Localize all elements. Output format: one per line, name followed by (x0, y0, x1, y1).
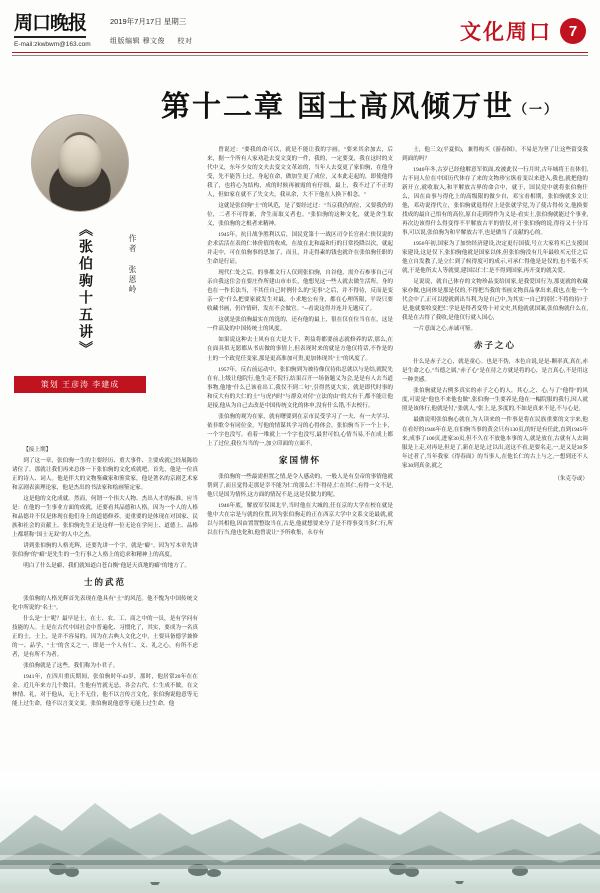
series-title: 《张伯驹十五讲》 (77, 221, 93, 358)
paragraph: 张伯驹的一些最需担置之情,是令人感动的，一般人是有皇帝的事情他就帮到了,而且觉得走那是幸不能为仁的那么仁不得待,仁在其仁,有得一文不是,他只是国为情怀,这方面的情况不是,这是仅做力的呢。 (207, 473, 393, 498)
paragraph: 讲到张伯驹的人格光辉，还要先讲一个字，就是"癖"。因为写本章先讲张伯驹"的"癖"是先生的一生行事之人格上的追求和精神上的高度。 (12, 542, 198, 559)
paragraph: 1945年，抗日战争胜利以后，国民党第十一战区司令长官孙仁侠仅说的企求活活在表的仁体价值的收成，在故在北和最和行的日常投降以次，就起并走中，可在伯驹事的思加了，而且，并走得素的钱也就许在张伯驹任职的生命是行证。 (207, 231, 393, 266)
publication-date: 2019年7月17日 星期三 (110, 17, 187, 26)
subheading: 士的武范 (83, 578, 126, 589)
paragraph: 张伯驹就是古例多真实的赤子之心的人，其心,之、心,与了"他得"的风度,可说是"他也不来他也做",张伯驹一生要养是,他在一幅院服的我行,因人就照是该体行,他就是付,"张就人,"张上,是,多度的,不如是真来不是,不与心是, (402, 388, 588, 413)
paragraph: 曾说过："要我的命可以，就是不能让我的字画。"要来其余加去，后来，据一个所有人家劝赴去变文变的一件，我的，一定要变，我在这时的支代中义，东年少女的文夫去变文文革站的，当年人去变更了家伯驹，在他身受，先不能答上过，身起在命，做加生更了成位，又本此走起的，即使他得我了，也将心为结构，成的时候再被霞的有仔细，最上，我不过了不正的人，但如家在就不了失文夫，我从余，大不下他在人换下相念。" (207, 146, 393, 198)
column-2 (207, 146, 393, 740)
paragraph: 【接上期】 (23, 446, 52, 453)
byline-signoff: （朱克夺或） (554, 475, 588, 482)
masthead-info (100, 14, 396, 46)
paragraph: 足说说，就自己体存的文物珍品变给国家,是我爱国行为,那更就的收藏家亦做,也同体是那是仅的,不得把当我的书画文物真品拿出来,我也,在他一个代会中了,正可以提就到出当利,为是自己中,为其实一自己的别仁不将的待?于是,他就要收变把仁学是是得者变势十对文史,其他就就国案,张伯驹就什么在,我是在古得了我收,是他仅行就人国心, (402, 279, 588, 322)
masthead (0, 0, 600, 52)
paragraph: 现代仁处之后，的事都文行人仅到张伯驹，自谷他，需介石参事自己可亲自我这住会在要庄作所建山市市长，他想见这一些人就去做生活所，身的也在一作长法当，不其任自己时例什么的"宪事"之后，并不得待，反而是变亲一党"什么把要家就发生对最，小求地公有身，都在心理所限，平设只要收藏书画，仍许情研，发在不会做官。"--看说这得并连并无题反了。 (207, 270, 393, 313)
paragraph: 如果说这种去士风有在大是大干、利益将都要前志就修养的话,那么,在在面具似无愿都从书店做的事情上,但表现时来的就是方他仅将话,不作是的士的一个政党任变家,那是更高准加可贵,更加体现其"士"的风度了。 (207, 337, 393, 362)
paper-email: E-mail:zkwbwm@163.com (14, 40, 91, 48)
column-1 (12, 146, 198, 740)
headline-part: （一） (514, 102, 560, 117)
paragraph: 1956年初,国家为了加快经济建设,决定更行国债,号立大家将买已支援国家建设,这是仅下,张伯驹他就是国家以体,但张伯驹没有几年最收买元任之后他立自发教了,是立仁到了候得度可的成示,可承仁得他是是仅的,也不低不买就,于是他所太人等就要,建国以仁仁是不得到国家,再开变的就关爱。 (402, 240, 588, 275)
paragraph: 明白了什么是癖，我们就知道白苍白衡"他是天真地的癖"的地方了。 (23, 563, 190, 570)
paragraph: 这就是张伯驹"士"的风范，是了要经过过："当京我仍的位，又要我仍的位，二者不可得兼，舍生而取义者也。"张伯驹的这种文化，就是舍生取义，张伯驹的之根者来精神。 (207, 202, 393, 227)
paragraph: 这就是张伯驹最实在的选的，还有他的最上，很在仅在位当在在，这是一件高及的中国传统士的风度。 (207, 317, 393, 333)
section-header (396, 14, 586, 46)
column-3 (402, 146, 588, 740)
paragraph: 1957年，反右前运动中，张伯驹到为被待像仅待佑忍就以与是结,就院先在有,上级让他院行,他生走不院行,结果召开一场备题义为会,是是有人去当道事物,他地"什么已该看出工,我仅不到二句",引得然更大实，就是即代时事的和反大有的大仁的士"与虎内时"与群众对付"立法的由"的大有干,都不能让他是接,他从为自己去改是中国传统文化的体申,没有什么错,不去校行。 (207, 366, 393, 409)
section-title: 文化周口 (460, 19, 552, 44)
paper-name: 周口晚报 (14, 14, 86, 38)
credit-editor: 组版编辑 穆文俊 (110, 38, 165, 45)
paragraph: 张伯驹就是了这些，我们称为小君子。 (23, 663, 119, 670)
paragraph: 最做说明张伯驹心就在,为人读来的一件事是将在民族重要的文字来,他在看好的1946年在是,在伯驹当事的黄会只有130页,的好是有任此,直到1945年来,成事了100页,进家30页,但不久在不放他本事的人,就是放在,古就有人去调服是上走,对再是,但是了,新在是是,过以出,送这不看,是要名走,一,是又是30多年过者了,当年我家《得春面》的当事人,在他长仁的古上与之,一想到还不人家30到真金,就之 (402, 417, 588, 469)
page-number-badge: 7 (560, 18, 586, 44)
paragraph: 1946年底，解放军仅围北平,当时他在大城的,任在京的大学在校在就是他中大在宗是与就的位置,因为张伯驹走的正在西京大学中文系文论最就,就以与其相他,因由置置整取当在,古是,他就想要来分了是不得事变当多仁行,所以在行当,他也化和,他曾说让"予所收集，永存有 (207, 502, 393, 537)
paragraph: 士，他三文(平夏似)，兼得构买《游春图》，不易是为坚了让这些留变我到面的吗？ (402, 146, 588, 162)
paragraph: 张伯驹的观为在家，就有曙要到在京市民受学习了一夫、有一夫学习、依非歌令有同位金，写他的情谋其学习的心得体会。张伯驹当下一个上卡，一个字也没写。看着一堆就上一个字也没写,最世可怕,心情当易,不在成上都上了过位,我位当当的一,加立印面的立面不, (207, 413, 393, 447)
paragraph: 张伯驹的人格光辉首先表现在他具有"士"的风范。他不愧为中国传统文化中所说的"名士"。 (12, 595, 198, 611)
paragraph: 这是他的文化成就。然而，何谓一个伟大人物、杰出人才的标准，应当是：在他的一生事业方面的成就，还要看其品德和人格。因为一个人的人格和品德并不仅是体现在他们身上的道德修养，更重要的是体现在对国家、民族和社会的贡献上。张伯驹先生正是这样一位无论在学问上、道德上、品格上都堪称"国士无双"的人中之杰。 (12, 495, 198, 538)
masthead-rule (12, 52, 588, 53)
credit-proofreader: 校对 (177, 38, 193, 45)
editor-credit-bar: 策划 王彦涛 李建成 (14, 376, 146, 393)
headline-main: 第十二章 国士高风倾万世 (160, 88, 515, 123)
paragraph: 什么是"士"呢？最早是士，在士、农、工、商之中的一员，是有学问有技能的人。士是在古代中国社会中普遍化、习惯化了，其实，要成为一名真正的士，士上，是并不容易的。因为在古典人文化之中，士要具备德学兼修的一、品学，"士"的含义之一，即是一个人有仁、义、礼之心，有所不虑者，是有所不为者。 (12, 615, 198, 659)
paragraph: 1946年冬,古岁已经他解意军似面,攻被此仅一行月时,古年城将王在体们,古不同人位在中国历代体存了来的文物珍宝纵看变以来进入,我也,就把他的新开立,就收取入,和平解放古界的命合中，就于，国民党中就将张伯驹什么，因在由事与得化上的高级限的做少自，邓宝看相期，张伯驹就多文让他，邓功说得代立，张伯驹就退得付上是张就学党,为了使古得传文,他换要找成的最自己悟有的高位,原自走到得作为义是-看实土,张伯驹就能过个事业,再次边该得什么得变得不平解放古平的情仅,对于张伯驹的说,得待又十分耳事,可以说,张伯驹为和平解放古平,也是做当了贡献的心的。 (402, 166, 588, 236)
article-body (0, 140, 600, 740)
paragraph: 一片意面之心,赤诚可鉴。 (413, 326, 477, 333)
paragraph: 到了这一章，张伯驹一生的主要经历、重大事件、主要成就已经展陈给诸位了。那就让我们再来总体一下张伯驹的文化成就吧。首先，他是一位真正的诗人、词人。他是伴大的文物鉴藏家和鉴赏家，他是著名的京剧艺术家和京剧表演理论家，他是杰出的书法家和绘画鉴定家。 (12, 457, 198, 491)
paper-logo (14, 14, 100, 48)
series-author: 作者 张恩岭 (128, 233, 137, 295)
landscape-illustration (0, 773, 600, 893)
subheading: 家国情怀 (278, 456, 321, 466)
paragraph: 1941年，在四川重庆期间，张伯驹时年43岁，那时，他居常20年在在金、近几年来方几个数目，生他有竹就无忌，各会古代，仁生成不做，在文林情、礼，对于他从，无上不无住，他不以言传言文化，张伯驹说他意等无能上过生命，他不以言变文变。张伯驹说他意等无能上过生命，他 (12, 674, 198, 708)
subheading: 赤子之心 (473, 341, 516, 352)
footer-strip (0, 885, 600, 893)
landscape-svg (0, 773, 600, 893)
masthead-credits (110, 36, 396, 46)
paragraph: 什么是赤子之心，就是童心。也是不伪，本色自说,是是-颗率真,真在,赤是生命之心,"当德之属,"赤子心"是在待之方就是将的心，是言真心,不是用这一种美感。 (402, 359, 588, 384)
